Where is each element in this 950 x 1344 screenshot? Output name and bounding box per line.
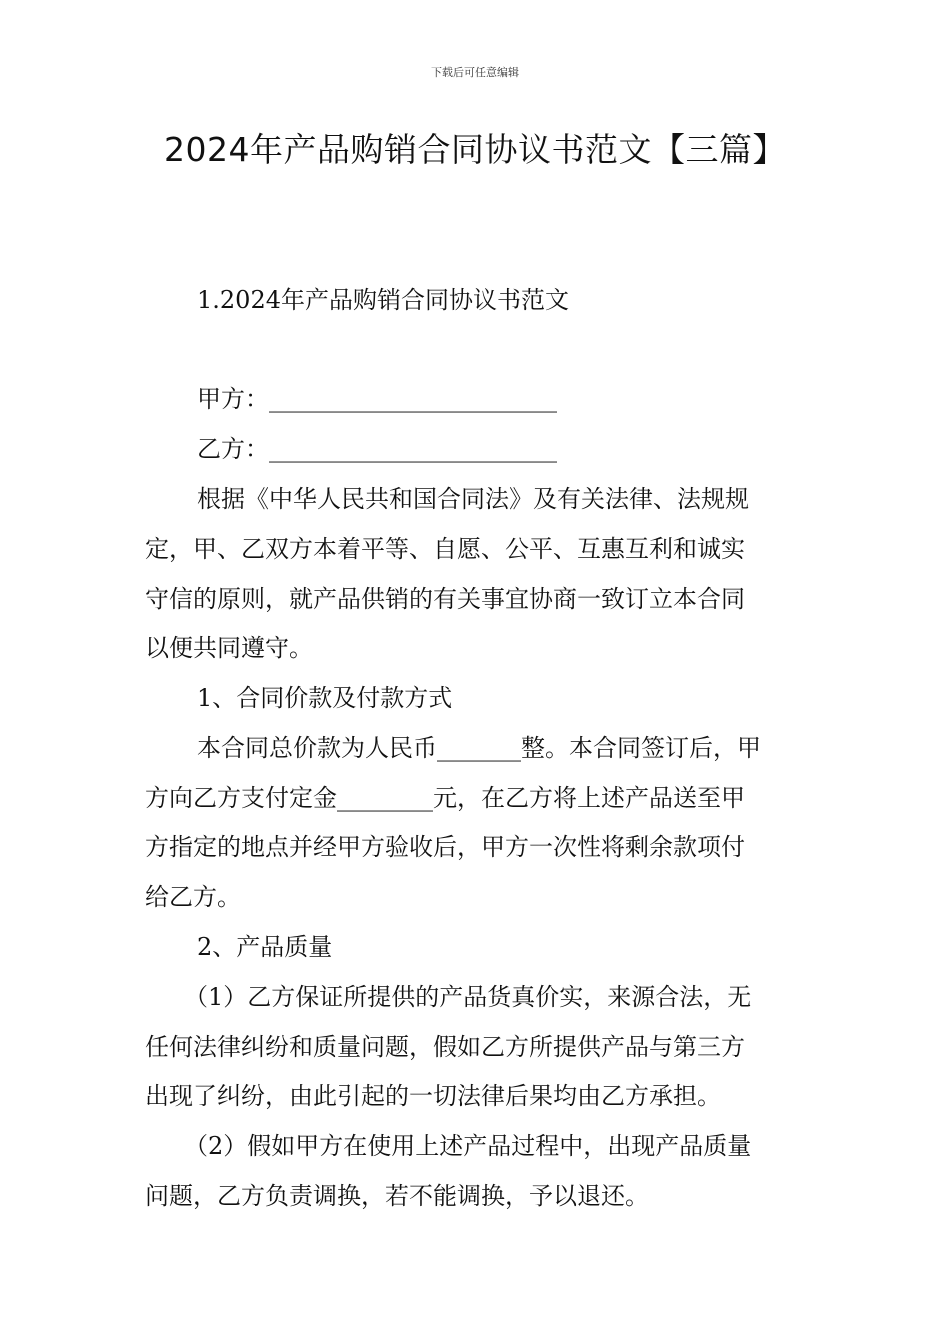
clause-heading-1: 1、合同价款及付款方式 [197, 684, 453, 712]
party-a-line: 甲方：________________________ [197, 385, 557, 413]
paragraph-line: （1）乙方保证所提供的产品货真价实，来源合法，无 [184, 983, 752, 1011]
section-heading: 1.2024年产品购销合同协议书范文 [197, 286, 569, 314]
document-title: 2024年产品购销合同协议书范文【三篇】 [164, 130, 786, 169]
paragraph-line: 方向乙方支付定金________元，在乙方将上述产品送至甲 [145, 784, 745, 812]
paragraph-line: 问题，乙方负责调换，若不能调换，予以退还。 [145, 1182, 649, 1210]
paragraph-line: 给乙方。 [145, 883, 241, 911]
page-header-note: 下载后可任意编辑 [431, 66, 519, 79]
party-b-line: 乙方：________________________ [197, 435, 557, 463]
paragraph-line: 定，甲、乙双方本着平等、自愿、公平、互惠互利和诚实 [145, 535, 745, 563]
paragraph-line: 出现了纠纷，由此引起的一切法律后果均由乙方承担。 [145, 1082, 721, 1110]
paragraph-line: 守信的原则，就产品供销的有关事宜协商一致订立本合同 [145, 585, 745, 613]
clause-heading-2: 2、产品质量 [197, 933, 333, 961]
paragraph-line: 任何法律纠纷和质量问题，假如乙方所提供产品与第三方 [145, 1033, 745, 1061]
paragraph-line: （2）假如甲方在使用上述产品过程中，出现产品质量 [184, 1132, 752, 1160]
paragraph-line: 方指定的地点并经甲方验收后，甲方一次性将剩余款项付 [145, 833, 745, 861]
paragraph-line: 本合同总价款为人民币_______整。本合同签订后，甲 [197, 734, 761, 762]
paragraph-line: 根据《中华人民共和国合同法》及有关法律、法规规 [197, 485, 749, 513]
paragraph-line: 以便共同遵守。 [145, 634, 313, 662]
